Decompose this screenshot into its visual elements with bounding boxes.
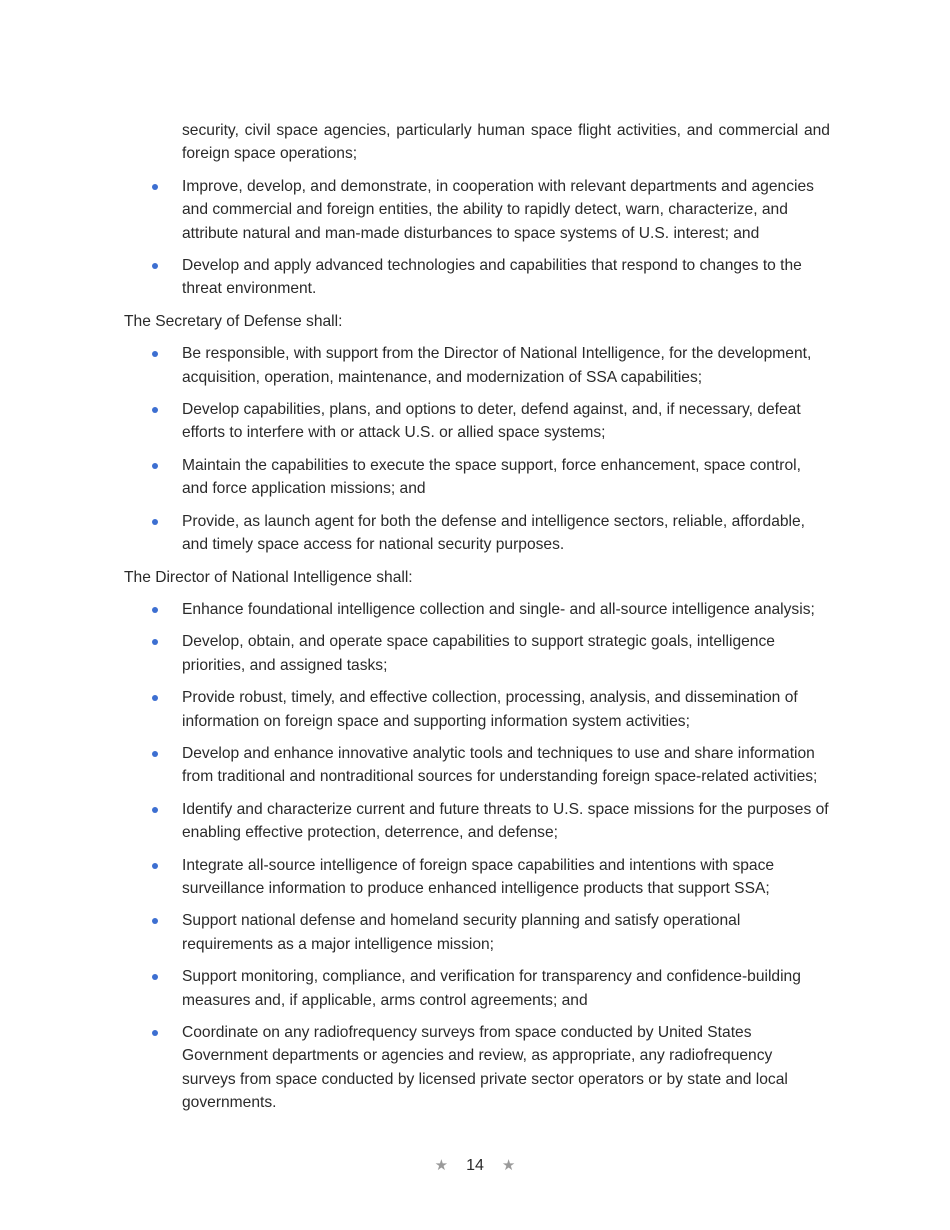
list-item-text: Develop, obtain, and operate space capabilities to support strategic goals, intelligence priorities, and assigned tasks;: [182, 633, 775, 674]
list-item: [124, 854, 830, 901]
list-item-text: Provide robust, timely, and effective collection, processing, analysis, and dissemination of information on foreign space and supporting information system activities;: [182, 689, 798, 730]
list-item: [124, 454, 830, 501]
bullet-icon: [152, 519, 158, 525]
list-item: [124, 630, 830, 677]
document-body: [124, 119, 830, 1124]
list-item-text: Improve, develop, and demonstrate, in cooperation with relevant departments and agencies and commercial and foreign entities, the ability to rapidly detect, warn, characterize, and attribute natural and man-made disturbances to space systems of U.S. interest; and: [182, 177, 814, 242]
page-footer: [0, 1156, 950, 1175]
list-item-text: Develop and enhance innovative analytic tools and techniques to use and share information from traditional and nontraditional sources for understanding foreign space-related activities;: [182, 744, 818, 786]
list-item-text: Support monitoring, compliance, and verification for transparency and confidence-building measures and, if applicable, arms control agreements; and: [182, 968, 801, 1009]
list-item: [124, 798, 830, 845]
list-item: [124, 254, 830, 301]
list-item-text: Integrate all-source intelligence of foreign space capabilities and intentions with space surveillance information to produce enhanced intelligence products that support SSA;: [182, 856, 775, 897]
bullet-icon: [152, 607, 158, 613]
list-item: [124, 175, 830, 245]
bullet-icon: [152, 1030, 158, 1036]
list-item: [124, 510, 830, 557]
list-item-text: Support national defense and homeland security planning and satisfy operational requirements as a major intelligence mission;: [182, 912, 741, 953]
list-item: [124, 909, 830, 956]
secdef-bullet-list: [124, 342, 830, 556]
list-item-text: Identify and characterize current and future threats to U.S. space missions for the purposes of enabling effective protection, deterrence, and defense;: [182, 800, 829, 842]
list-item-text: Enhance foundational intelligence collection and single- and all-source intelligence analysis;: [182, 600, 815, 618]
intro-continuation: security, civil space agencies, particularly human space flight activities, and commercial and foreign space operations;: [182, 122, 830, 163]
bullet-icon: [152, 639, 158, 645]
secdef-heading: The Secretary of Defense shall:: [124, 312, 343, 330]
list-item-text: Develop and apply advanced technologies and capabilities that respond to changes to the threat environment.: [182, 257, 802, 298]
bullet-icon: [152, 263, 158, 269]
list-item-text: Develop capabilities, plans, and options to deter, defend against, and, if necessary, defeat efforts to interfere with or attack U.S. or allied space systems;: [182, 401, 801, 442]
bullet-icon: [152, 974, 158, 980]
page-number: 14: [466, 1157, 484, 1174]
list-item: [124, 1021, 830, 1115]
bullet-icon: [152, 807, 158, 813]
intro-bullet-list: [124, 175, 830, 301]
star-icon: ★: [434, 1157, 449, 1174]
bullet-icon: [152, 351, 158, 357]
list-item-text: Maintain the capabilities to execute the space support, force enhancement, space control, and force application missions; and: [182, 456, 801, 498]
list-item-text: Coordinate on any radiofrequency surveys from space conducted by United States Government departments or agencies and review, as appropriate, any radiofrequency surveys from space conducted by licensed private sector operators or by state and local governments.: [182, 1024, 788, 1112]
list-item: [124, 686, 830, 733]
star-icon: ★: [501, 1157, 516, 1174]
bullet-icon: [152, 918, 158, 924]
bullet-icon: [152, 184, 158, 190]
list-item-text: Provide, as launch agent for both the defense and intelligence sectors, reliable, affordable, and timely space access for national security purposes.: [182, 512, 806, 554]
list-item: [124, 742, 830, 789]
list-item: [124, 965, 830, 1012]
dni-bullet-list: [124, 598, 830, 1115]
list-item: [124, 598, 830, 621]
bullet-icon: [152, 463, 158, 469]
bullet-icon: [152, 751, 158, 757]
bullet-icon: [152, 695, 158, 701]
list-item-text: Be responsible, with support from the Director of National Intelligence, for the development, acquisition, operation, maintenance, and modernization of SSA capabilities;: [182, 345, 812, 386]
bullet-icon: [152, 407, 158, 413]
list-item: [124, 342, 830, 389]
dni-heading: The Director of National Intelligence shall:: [124, 568, 413, 586]
list-item: [124, 398, 830, 445]
bullet-icon: [152, 863, 158, 869]
